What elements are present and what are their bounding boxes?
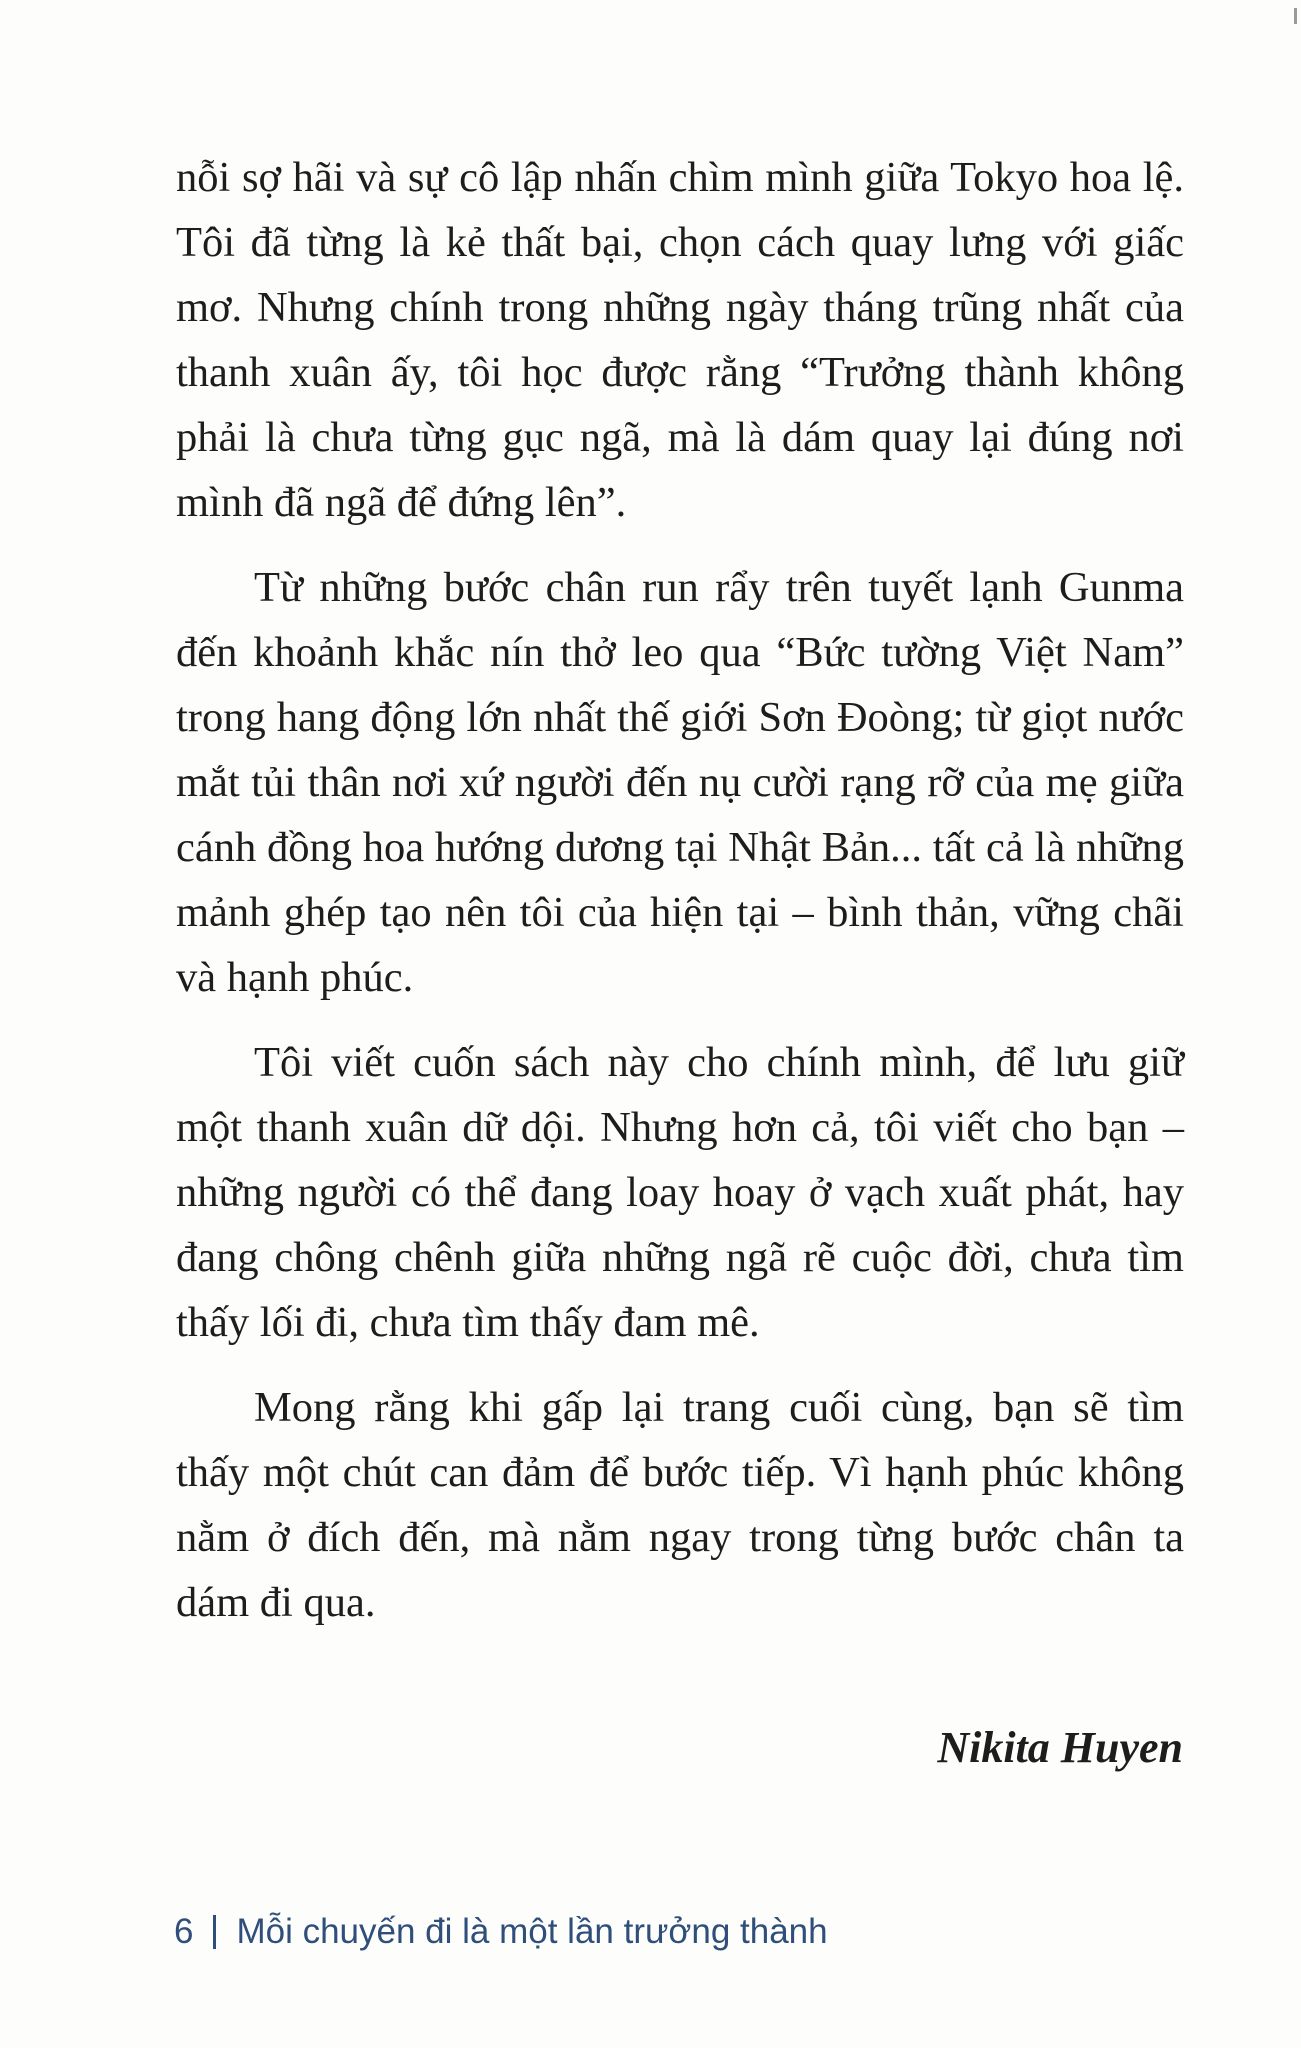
- paragraph-2: Từ những bước chân run rẩy trên tuyết lạnh Gunma đến khoảnh khắc nín thở leo qua “Bức tường Việt Nam” trong hang động lớn nhất thế giới Sơn Đoòng; từ giọt nước mắt tủi thân nơi xứ người đến nụ cười rạng rỡ của mẹ giữa cánh đồng hoa hướng dương tại Nhật Bản... tất cả là những mảnh ghép tạo nên tôi của hiện tại – bình thản, vững chãi và hạnh phúc.: [176, 564, 1184, 1001]
- paragraph-4: Mong rằng khi gấp lại trang cuối cùng, bạn sẽ tìm thấy một chút can đảm để bước tiếp. Vì hạnh phúc không nằm ở đích đến, mà nằm ngay trong từng bước chân ta dám đi qua.: [176, 1384, 1184, 1626]
- running-title: Mỗi chuyến đi là một lần trưởng thành: [236, 1912, 828, 1951]
- paragraph-3: Tôi viết cuốn sách này cho chính mình, để lưu giữ một thanh xuân dữ dội. Nhưng hơn cả, tôi viết cho bạn – những người có thể đang loay hoay ở vạch xuất phát, hay đang chông chênh giữa những ngã rẽ cuộc đời, chưa tìm thấy lối đi, chưa tìm thấy đam mê.: [176, 1039, 1184, 1346]
- body-text: [176, 145, 1184, 1655]
- author-signature: Nikita Huyen: [937, 1723, 1183, 1772]
- footer-separator: [213, 1915, 216, 1949]
- paragraph-1: nỗi sợ hãi và sự cô lập nhấn chìm mình giữa Tokyo hoa lệ. Tôi đã từng là kẻ thất bại, chọn cách quay lưng với giấc mơ. Nhưng chính trong những ngày tháng trũng nhất của thanh xuân ấy, tôi học được rằng “Trưởng thành không phải là chưa từng gục ngã, mà là dám quay lại đúng nơi mình đã ngã để đứng lên”.: [176, 154, 1184, 526]
- page-edge-mark: [1294, 8, 1297, 24]
- page-footer: [174, 1912, 828, 1952]
- page-number: 6: [174, 1912, 194, 1951]
